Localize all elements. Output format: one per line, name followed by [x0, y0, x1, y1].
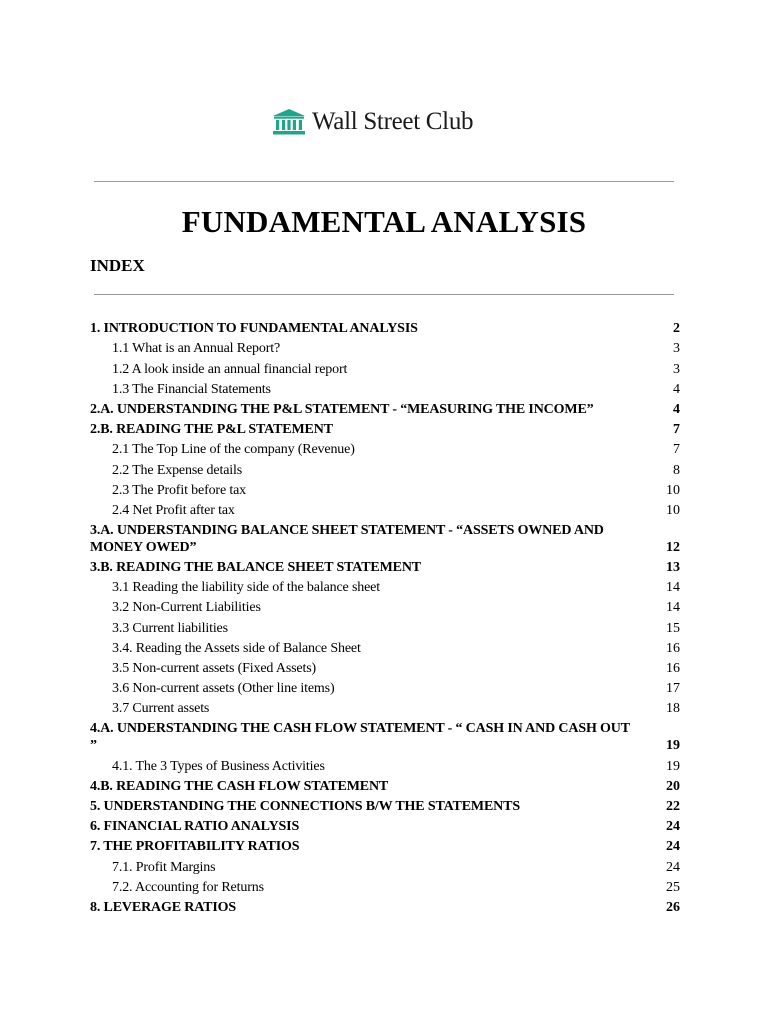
toc-subsection-entry[interactable] — [90, 339, 680, 359]
toc-subsection-entry[interactable] — [90, 756, 680, 776]
toc-entry-title: 3.3 Current liabilities — [112, 620, 228, 636]
toc-section-entry[interactable] — [90, 420, 680, 440]
toc-entry-page-number: 7 — [673, 442, 680, 458]
toc-subsection-entry[interactable] — [90, 501, 680, 521]
toc-section-entry[interactable] — [90, 777, 680, 797]
toc-entry-page-number: 24 — [666, 839, 680, 855]
toc-entry-page-number: 22 — [666, 798, 680, 814]
toc-entry-title: 7.2. Accounting for Returns — [112, 879, 264, 895]
toc-entry-title: 7. THE PROFITABILITY RATIOS — [90, 839, 300, 855]
toc-entry-page-number: 19 — [666, 758, 680, 774]
toc-subsection-entry[interactable] — [90, 699, 680, 719]
toc-entry-title: 6. FINANCIAL RATIO ANALYSIS — [90, 819, 300, 835]
toc-entry-page-number: 14 — [666, 580, 680, 596]
brand-logo — [272, 106, 473, 138]
table-of-contents — [90, 319, 680, 918]
toc-subsection-entry[interactable] — [90, 440, 680, 460]
toc-subsection-entry[interactable] — [90, 481, 680, 501]
toc-entry-title: 2.4 Net Profit after tax — [112, 502, 235, 518]
toc-entry-page-number: 3 — [673, 341, 680, 357]
toc-entry-page-number: 10 — [666, 502, 680, 518]
toc-entry-page-number: 14 — [666, 600, 680, 616]
toc-section-entry[interactable] — [90, 400, 680, 420]
toc-subsection-entry[interactable] — [90, 679, 680, 699]
toc-section-entry[interactable] — [90, 521, 680, 558]
toc-entry-page-number: 3 — [673, 361, 680, 377]
toc-subsection-entry[interactable] — [90, 578, 680, 598]
toc-section-entry[interactable] — [90, 797, 680, 817]
index-divider — [94, 294, 674, 295]
toc-subsection-entry[interactable] — [90, 857, 680, 877]
toc-entry-page-number: 13 — [666, 560, 680, 576]
toc-entry-title: 2.A. UNDERSTANDING THE P&L STATEMENT - “MEASURING THE INCOME” — [90, 401, 594, 417]
index-heading: INDEX — [90, 256, 145, 275]
toc-subsection-entry[interactable] — [90, 618, 680, 638]
brand-name: Wall Street Club — [312, 108, 474, 135]
toc-subsection-entry[interactable] — [90, 359, 680, 379]
toc-section-entry[interactable] — [90, 817, 680, 837]
toc-entry-title: 3.2 Non-Current Liabilities — [112, 600, 261, 616]
toc-entry-title: 4.1. The 3 Types of Business Activities — [112, 758, 325, 774]
toc-entry-page-number: 16 — [666, 661, 680, 676]
toc-entry-page-number: 26 — [666, 899, 680, 915]
toc-entry-page-number: 4 — [673, 381, 680, 397]
toc-subsection-entry[interactable] — [90, 598, 680, 618]
toc-subsection-entry[interactable] — [90, 380, 680, 400]
toc-entry-page-number: 24 — [666, 859, 680, 875]
toc-entry-page-number: 20 — [666, 778, 680, 794]
toc-entry-title: 3.7 Current assets — [112, 701, 210, 717]
header-divider — [94, 181, 674, 182]
toc-entry-title: 1.2 A look inside an annual financial report — [112, 361, 348, 377]
toc-entry-title: 3.5 Non-current assets (Fixed Assets) — [112, 661, 317, 676]
toc-entry-page-number: 16 — [666, 640, 680, 656]
toc-entry-title: 1.3 The Financial Statements — [112, 381, 271, 397]
toc-section-entry[interactable] — [90, 719, 680, 756]
toc-entry-title: 4.A. UNDERSTANDING THE CASH FLOW STATEMENT - “ CASH IN AND CASH OUT ” — [90, 721, 630, 754]
toc-entry-page-number: 2 — [673, 321, 680, 337]
toc-entry-title: 8. LEVERAGE RATIOS — [90, 899, 237, 915]
toc-section-entry[interactable] — [90, 319, 680, 339]
toc-entry-title: 3.1 Reading the liability side of the balance sheet — [112, 580, 380, 596]
toc-entry-title: 2.1 The Top Line of the company (Revenue) — [112, 442, 355, 458]
toc-entry-page-number: 15 — [666, 620, 680, 636]
toc-entry-page-number: 18 — [666, 701, 680, 717]
toc-entry-page-number: 8 — [673, 462, 680, 478]
document-title: FUNDAMENTAL ANALYSIS — [181, 204, 587, 239]
toc-entry-title: 3.4. Reading the Assets side of Balance Sheet — [112, 640, 361, 656]
toc-entry-page-number: 4 — [673, 401, 680, 417]
toc-entry-title: 2.3 The Profit before tax — [112, 482, 247, 498]
toc-subsection-entry[interactable] — [90, 878, 680, 898]
toc-entry-page-number: 7 — [673, 422, 680, 438]
toc-entry-page-number: 24 — [666, 819, 680, 835]
toc-entry-title: 5. UNDERSTANDING THE CONNECTIONS B/W THE STATEMENTS — [90, 798, 520, 814]
toc-entry-page-number: 25 — [666, 879, 680, 895]
toc-entry-title: 2.B. READING THE P&L STATEMENT — [90, 422, 333, 438]
toc-section-entry[interactable] — [90, 898, 680, 918]
toc-entry-title: 4.B. READING THE CASH FLOW STATEMENT — [90, 778, 389, 794]
toc-subsection-entry[interactable] — [90, 659, 680, 679]
toc-entry-page-number: 12 — [666, 539, 680, 555]
toc-entry-page-number: 17 — [666, 681, 680, 697]
bank-building-icon — [272, 108, 306, 136]
toc-entry-title: 3.B. READING THE BALANCE SHEET STATEMENT — [90, 560, 421, 576]
toc-entry-title: 1. INTRODUCTION TO FUNDAMENTAL ANALYSIS — [90, 321, 418, 337]
toc-entry-title: 3.A. UNDERSTANDING BALANCE SHEET STATEMENT - “ASSETS OWNED AND MONEY OWED” — [90, 522, 604, 555]
toc-section-entry[interactable] — [90, 837, 680, 857]
toc-entry-page-number: 10 — [666, 482, 680, 498]
toc-subsection-entry[interactable] — [90, 460, 680, 480]
toc-entry-page-number: 19 — [666, 738, 680, 754]
toc-entry-title: 2.2 The Expense details — [112, 462, 243, 478]
toc-subsection-entry[interactable] — [90, 639, 680, 659]
toc-entry-title: 1.1 What is an Annual Report? — [112, 341, 281, 357]
toc-entry-title: 7.1. Profit Margins — [112, 859, 216, 875]
toc-entry-title: 3.6 Non-current assets (Other line items) — [112, 681, 335, 697]
toc-section-entry[interactable] — [90, 558, 680, 578]
